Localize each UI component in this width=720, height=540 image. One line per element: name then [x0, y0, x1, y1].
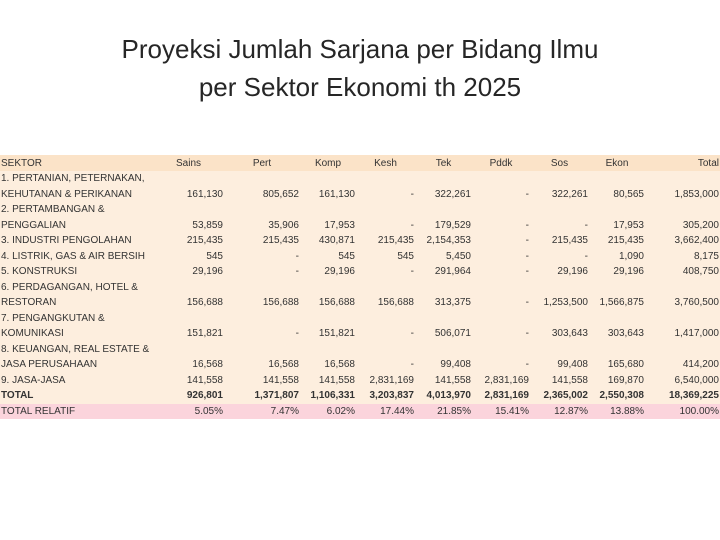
table-body [0, 171, 720, 388]
sector-label [0, 280, 153, 311]
value-cell: 29,196 [613, 266, 644, 277]
header-cell-sos: Sos [550, 157, 569, 169]
slide-title [0, 30, 720, 106]
relative-cell: 12.87% [554, 405, 588, 417]
value-cell: 3,662,400 [674, 235, 719, 246]
value-cell: - [584, 250, 588, 262]
value-cell: 2,831,169 [484, 374, 529, 386]
value-cell: 545 [397, 250, 414, 262]
sector-label-line: JASA PERUSAHAAN [1, 359, 98, 370]
relative-cell: 5.05% [194, 405, 223, 417]
value-cell: 161,130 [318, 188, 355, 200]
value-cell: 6,540,000 [674, 374, 719, 386]
value-cell: 1,090 [618, 250, 644, 262]
header-cell-ekon: Ekon [605, 157, 629, 169]
sector-label [0, 373, 153, 389]
table-row [0, 264, 720, 280]
value-cell: 2,831,169 [369, 374, 414, 386]
total-cell: 3,203,837 [369, 390, 414, 401]
value-cell: - [525, 359, 529, 370]
title-line-1: Proyeksi Jumlah Sarjana per Bidang Ilmu [121, 34, 599, 64]
header-cell-sains: Sains [175, 157, 201, 169]
value-cell: 141,558 [318, 374, 355, 386]
value-cell: 156,688 [186, 297, 223, 308]
value-cell: - [525, 328, 529, 339]
header-cell-sector: SEKTOR [1, 157, 42, 169]
value-cell: 17,953 [613, 219, 644, 231]
value-cell: 545 [206, 250, 223, 262]
value-cell: 291,964 [434, 266, 471, 277]
value-cell: 141,558 [262, 374, 299, 386]
value-cell: 215,435 [551, 235, 588, 246]
value-cell: - [410, 188, 414, 200]
total-cell: 2,365,002 [543, 390, 588, 401]
relative-cell: 21.85% [437, 405, 471, 417]
relative-cell: 17.44% [380, 405, 414, 417]
header-cell-tek: Tek [435, 157, 452, 169]
total-label: TOTAL [1, 390, 34, 401]
value-cell: 156,688 [377, 297, 414, 308]
table-row [0, 233, 720, 249]
sector-label-line: PENGGALIAN [1, 219, 67, 231]
value-cell: - [295, 328, 299, 339]
value-cell: 161,130 [186, 188, 223, 200]
sector-label-line: 4. LISTRIK, GAS & AIR BERSIH [1, 250, 145, 262]
sector-label [0, 171, 153, 202]
relative-cell: 13.88% [610, 405, 644, 417]
sector-label-line: 3. INDUSTRI PENGOLAHAN [1, 235, 132, 246]
value-cell: - [410, 328, 414, 339]
total-cell: 2,550,308 [599, 390, 644, 401]
total-cell: 18,369,225 [668, 390, 719, 401]
sector-label-line: 5. KONSTRUKSI [1, 266, 78, 277]
value-cell: 3,760,500 [674, 297, 719, 308]
value-cell: 179,529 [434, 219, 471, 231]
value-cell: 156,688 [318, 297, 355, 308]
table-row [0, 311, 720, 342]
relative-label: TOTAL RELATIF [1, 405, 76, 417]
sector-label [0, 311, 153, 342]
value-cell: 141,558 [551, 374, 588, 386]
value-cell: 141,558 [434, 374, 471, 386]
sector-label [0, 264, 153, 280]
value-cell: - [525, 219, 529, 231]
value-cell: 16,568 [192, 359, 223, 370]
sector-label [0, 249, 153, 265]
value-cell: 303,643 [607, 328, 644, 339]
value-cell: 29,196 [557, 266, 588, 277]
value-cell: 215,435 [262, 235, 299, 246]
value-cell: 151,821 [318, 328, 355, 339]
table-total-row [0, 388, 720, 404]
value-cell: - [525, 297, 529, 308]
value-cell: 215,435 [377, 235, 414, 246]
sector-label [0, 233, 153, 249]
value-cell: 805,652 [262, 188, 299, 200]
value-cell: 1,253,500 [543, 297, 588, 308]
total-cell: 1,371,807 [254, 390, 299, 401]
value-cell: 29,196 [192, 266, 223, 277]
value-cell: 305,200 [682, 219, 719, 231]
title-line-2: per Sektor Ekonomi th 2025 [198, 72, 522, 102]
sector-label-line: 2. PERTAMBANGAN & [1, 204, 105, 215]
value-cell: - [525, 188, 529, 200]
total-cell: 2,831,169 [484, 390, 529, 401]
value-cell: 322,261 [551, 188, 588, 200]
table-row [0, 373, 720, 389]
relative-cell: 7.47% [270, 405, 299, 417]
total-cell: 4,013,970 [426, 390, 471, 401]
value-cell: 35,906 [268, 219, 299, 231]
value-cell: 408,750 [682, 266, 719, 277]
value-cell: - [525, 250, 529, 262]
table-row [0, 202, 720, 233]
value-cell: 5,450 [445, 250, 471, 262]
sector-label-line: KOMUNIKASI [1, 328, 64, 339]
table-relative-row [0, 404, 720, 420]
value-cell: 1,417,000 [674, 328, 719, 339]
header-cell-komp: Komp [314, 157, 342, 169]
value-cell: - [410, 266, 414, 277]
sector-label-line: KEHUTANAN & PERIKANAN [1, 188, 132, 200]
value-cell: - [295, 266, 299, 277]
value-cell: - [410, 359, 414, 370]
value-cell: 16,568 [324, 359, 355, 370]
value-cell: 29,196 [324, 266, 355, 277]
table-row [0, 171, 720, 202]
value-cell: 322,261 [434, 188, 471, 200]
total-cell: 1,106,331 [310, 390, 355, 401]
table-header-row [0, 155, 720, 171]
value-cell: 165,680 [607, 359, 644, 370]
value-cell: 215,435 [607, 235, 644, 246]
header-cell-kesh: Kesh [374, 157, 397, 169]
header-cell-pddk: Pddk [489, 157, 513, 169]
sector-label-line: 1. PERTANIAN, PETERNAKAN, [1, 173, 145, 184]
value-cell: 141,558 [186, 374, 223, 386]
sector-label-line: 6. PERDAGANGAN, HOTEL & [1, 281, 138, 293]
sector-label-line: 9. JASA-JASA [1, 374, 66, 386]
sector-label-line: 7. PENGANGKUTAN & [1, 312, 105, 324]
value-cell: 99,408 [557, 359, 588, 370]
value-cell: 156,688 [262, 297, 299, 308]
value-cell: 8,175 [693, 250, 719, 262]
value-cell: 16,568 [268, 359, 299, 370]
value-cell: 215,435 [186, 235, 223, 246]
header-cell-pert: Pert [252, 157, 272, 169]
value-cell: - [410, 219, 414, 231]
relative-cell: 6.02% [326, 405, 355, 417]
sector-label [0, 342, 153, 373]
sector-label [0, 202, 153, 233]
value-cell: 414,200 [682, 359, 719, 370]
projection-table [0, 155, 720, 419]
sector-label-line: RESTORAN [1, 297, 57, 308]
value-cell: 151,821 [186, 328, 223, 339]
value-cell: 2,154,353 [426, 235, 471, 246]
relative-cell: 100.00% [679, 405, 719, 417]
value-cell: 1,566,875 [599, 297, 644, 308]
value-cell: 80,565 [613, 188, 644, 200]
value-cell: - [525, 235, 529, 246]
table-row [0, 342, 720, 373]
sector-label-line: 8. KEUANGAN, REAL ESTATE & [1, 343, 150, 355]
value-cell: - [584, 219, 588, 231]
relative-cell: 15.41% [495, 405, 529, 417]
table-row [0, 249, 720, 265]
value-cell: 303,643 [551, 328, 588, 339]
value-cell: 506,071 [434, 328, 471, 339]
total-cell: 926,801 [186, 390, 223, 401]
value-cell: - [525, 266, 529, 277]
value-cell: 53,859 [192, 219, 223, 231]
value-cell: 17,953 [324, 219, 355, 231]
table-row [0, 280, 720, 311]
value-cell: - [295, 250, 299, 262]
value-cell: 430,871 [318, 235, 355, 246]
value-cell: 545 [338, 250, 355, 262]
header-cell-total: Total [697, 157, 719, 169]
value-cell: 1,853,000 [674, 188, 719, 200]
value-cell: 169,870 [607, 374, 644, 386]
value-cell: 313,375 [434, 297, 471, 308]
value-cell: 99,408 [440, 359, 471, 370]
